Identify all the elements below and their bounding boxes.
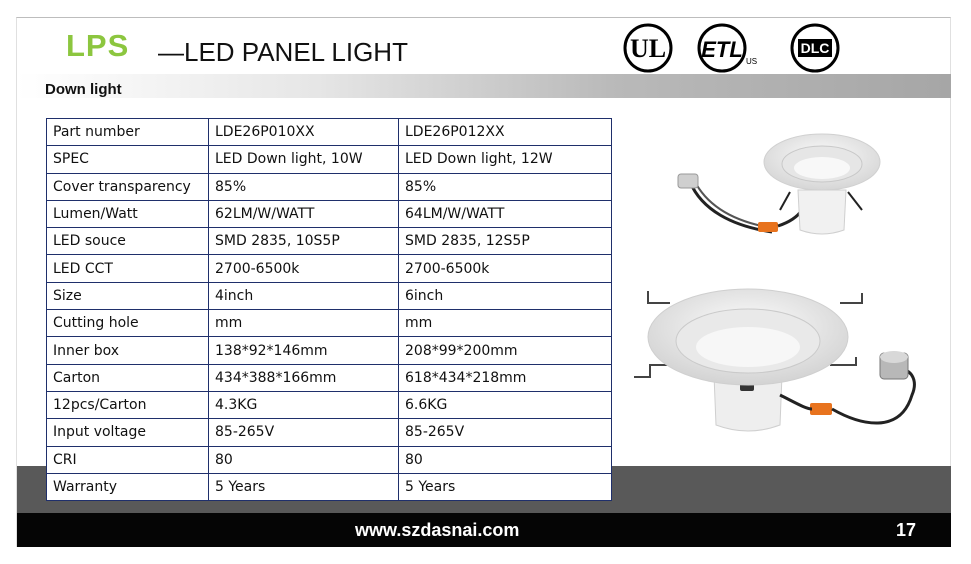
table-cell: 5 Years	[399, 473, 612, 500]
svg-text:US: US	[746, 57, 758, 66]
row-label: Carton	[47, 364, 209, 391]
table-cell: LED Down light, 10W	[209, 146, 399, 173]
table-cell: 85%	[399, 173, 612, 200]
row-label: CRI	[47, 446, 209, 473]
table-cell: 80	[209, 446, 399, 473]
table-cell: LDE26P012XX	[399, 119, 612, 146]
table-row	[47, 146, 612, 173]
table-cell: 4inch	[209, 282, 399, 309]
table-cell: mm	[209, 310, 399, 337]
svg-text:ETL: ETL	[701, 37, 743, 62]
table-row	[47, 391, 612, 418]
table-cell: 4.3KG	[209, 391, 399, 418]
downlight-large-photo	[630, 285, 920, 470]
row-label: SPEC	[47, 146, 209, 173]
table-row	[47, 337, 612, 364]
brand-name: LPS	[66, 28, 130, 63]
table-cell: 62LM/W/WATT	[209, 200, 399, 227]
footer-url[interactable]: www.szdasnai.com	[355, 520, 520, 540]
table-cell: 6.6KG	[399, 391, 612, 418]
table-cell: 208*99*200mm	[399, 337, 612, 364]
table-cell: 2700-6500k	[209, 255, 399, 282]
row-label: LED CCT	[47, 255, 209, 282]
table-cell: 64LM/W/WATT	[399, 200, 612, 227]
table-cell: LED Down light, 12W	[399, 146, 612, 173]
table-cell: 618*434*218mm	[399, 364, 612, 391]
row-label: Lumen/Watt	[47, 200, 209, 227]
row-label: Inner box	[47, 337, 209, 364]
downlight-small-photo	[672, 130, 882, 255]
row-label: Cutting hole	[47, 310, 209, 337]
table-cell: SMD 2835, 12S5P	[399, 228, 612, 255]
section-title: Down light	[45, 81, 122, 98]
etl-logo-icon	[694, 22, 770, 74]
page-title: —LED PANEL LIGHT	[158, 37, 408, 67]
table-row	[47, 119, 612, 146]
row-label: Size	[47, 282, 209, 309]
table-row	[47, 173, 612, 200]
table-cell: 434*388*166mm	[209, 364, 399, 391]
table-cell: 6inch	[399, 282, 612, 309]
table-cell: 85-265V	[209, 419, 399, 446]
row-label: Input voltage	[47, 419, 209, 446]
page-number: 17	[896, 520, 917, 540]
table-row	[47, 228, 612, 255]
svg-text:DLC: DLC	[800, 40, 830, 56]
svg-text:UL: UL	[629, 34, 667, 63]
table-row	[47, 446, 612, 473]
table-row	[47, 473, 612, 500]
table-cell: 85%	[209, 173, 399, 200]
table-cell: 80	[399, 446, 612, 473]
table-row	[47, 364, 612, 391]
table-row	[47, 419, 612, 446]
table-cell: mm	[399, 310, 612, 337]
table-row	[47, 200, 612, 227]
table-cell: 85-265V	[399, 419, 612, 446]
table-row	[47, 310, 612, 337]
table-cell: 138*92*146mm	[209, 337, 399, 364]
table-row	[47, 255, 612, 282]
table-cell: 2700-6500k	[399, 255, 612, 282]
section-band	[17, 74, 951, 98]
dlc-logo-icon	[786, 22, 844, 74]
row-label: 12pcs/Carton	[47, 391, 209, 418]
row-label: Cover transparency	[47, 173, 209, 200]
table-row	[47, 282, 612, 309]
ul-logo-icon	[620, 22, 676, 74]
row-label: Warranty	[47, 473, 209, 500]
table-cell: 5 Years	[209, 473, 399, 500]
row-label: Part number	[47, 119, 209, 146]
spec-table	[46, 118, 612, 501]
row-label: LED souce	[47, 228, 209, 255]
table-cell: SMD 2835, 10S5P	[209, 228, 399, 255]
table-cell: LDE26P010XX	[209, 119, 399, 146]
